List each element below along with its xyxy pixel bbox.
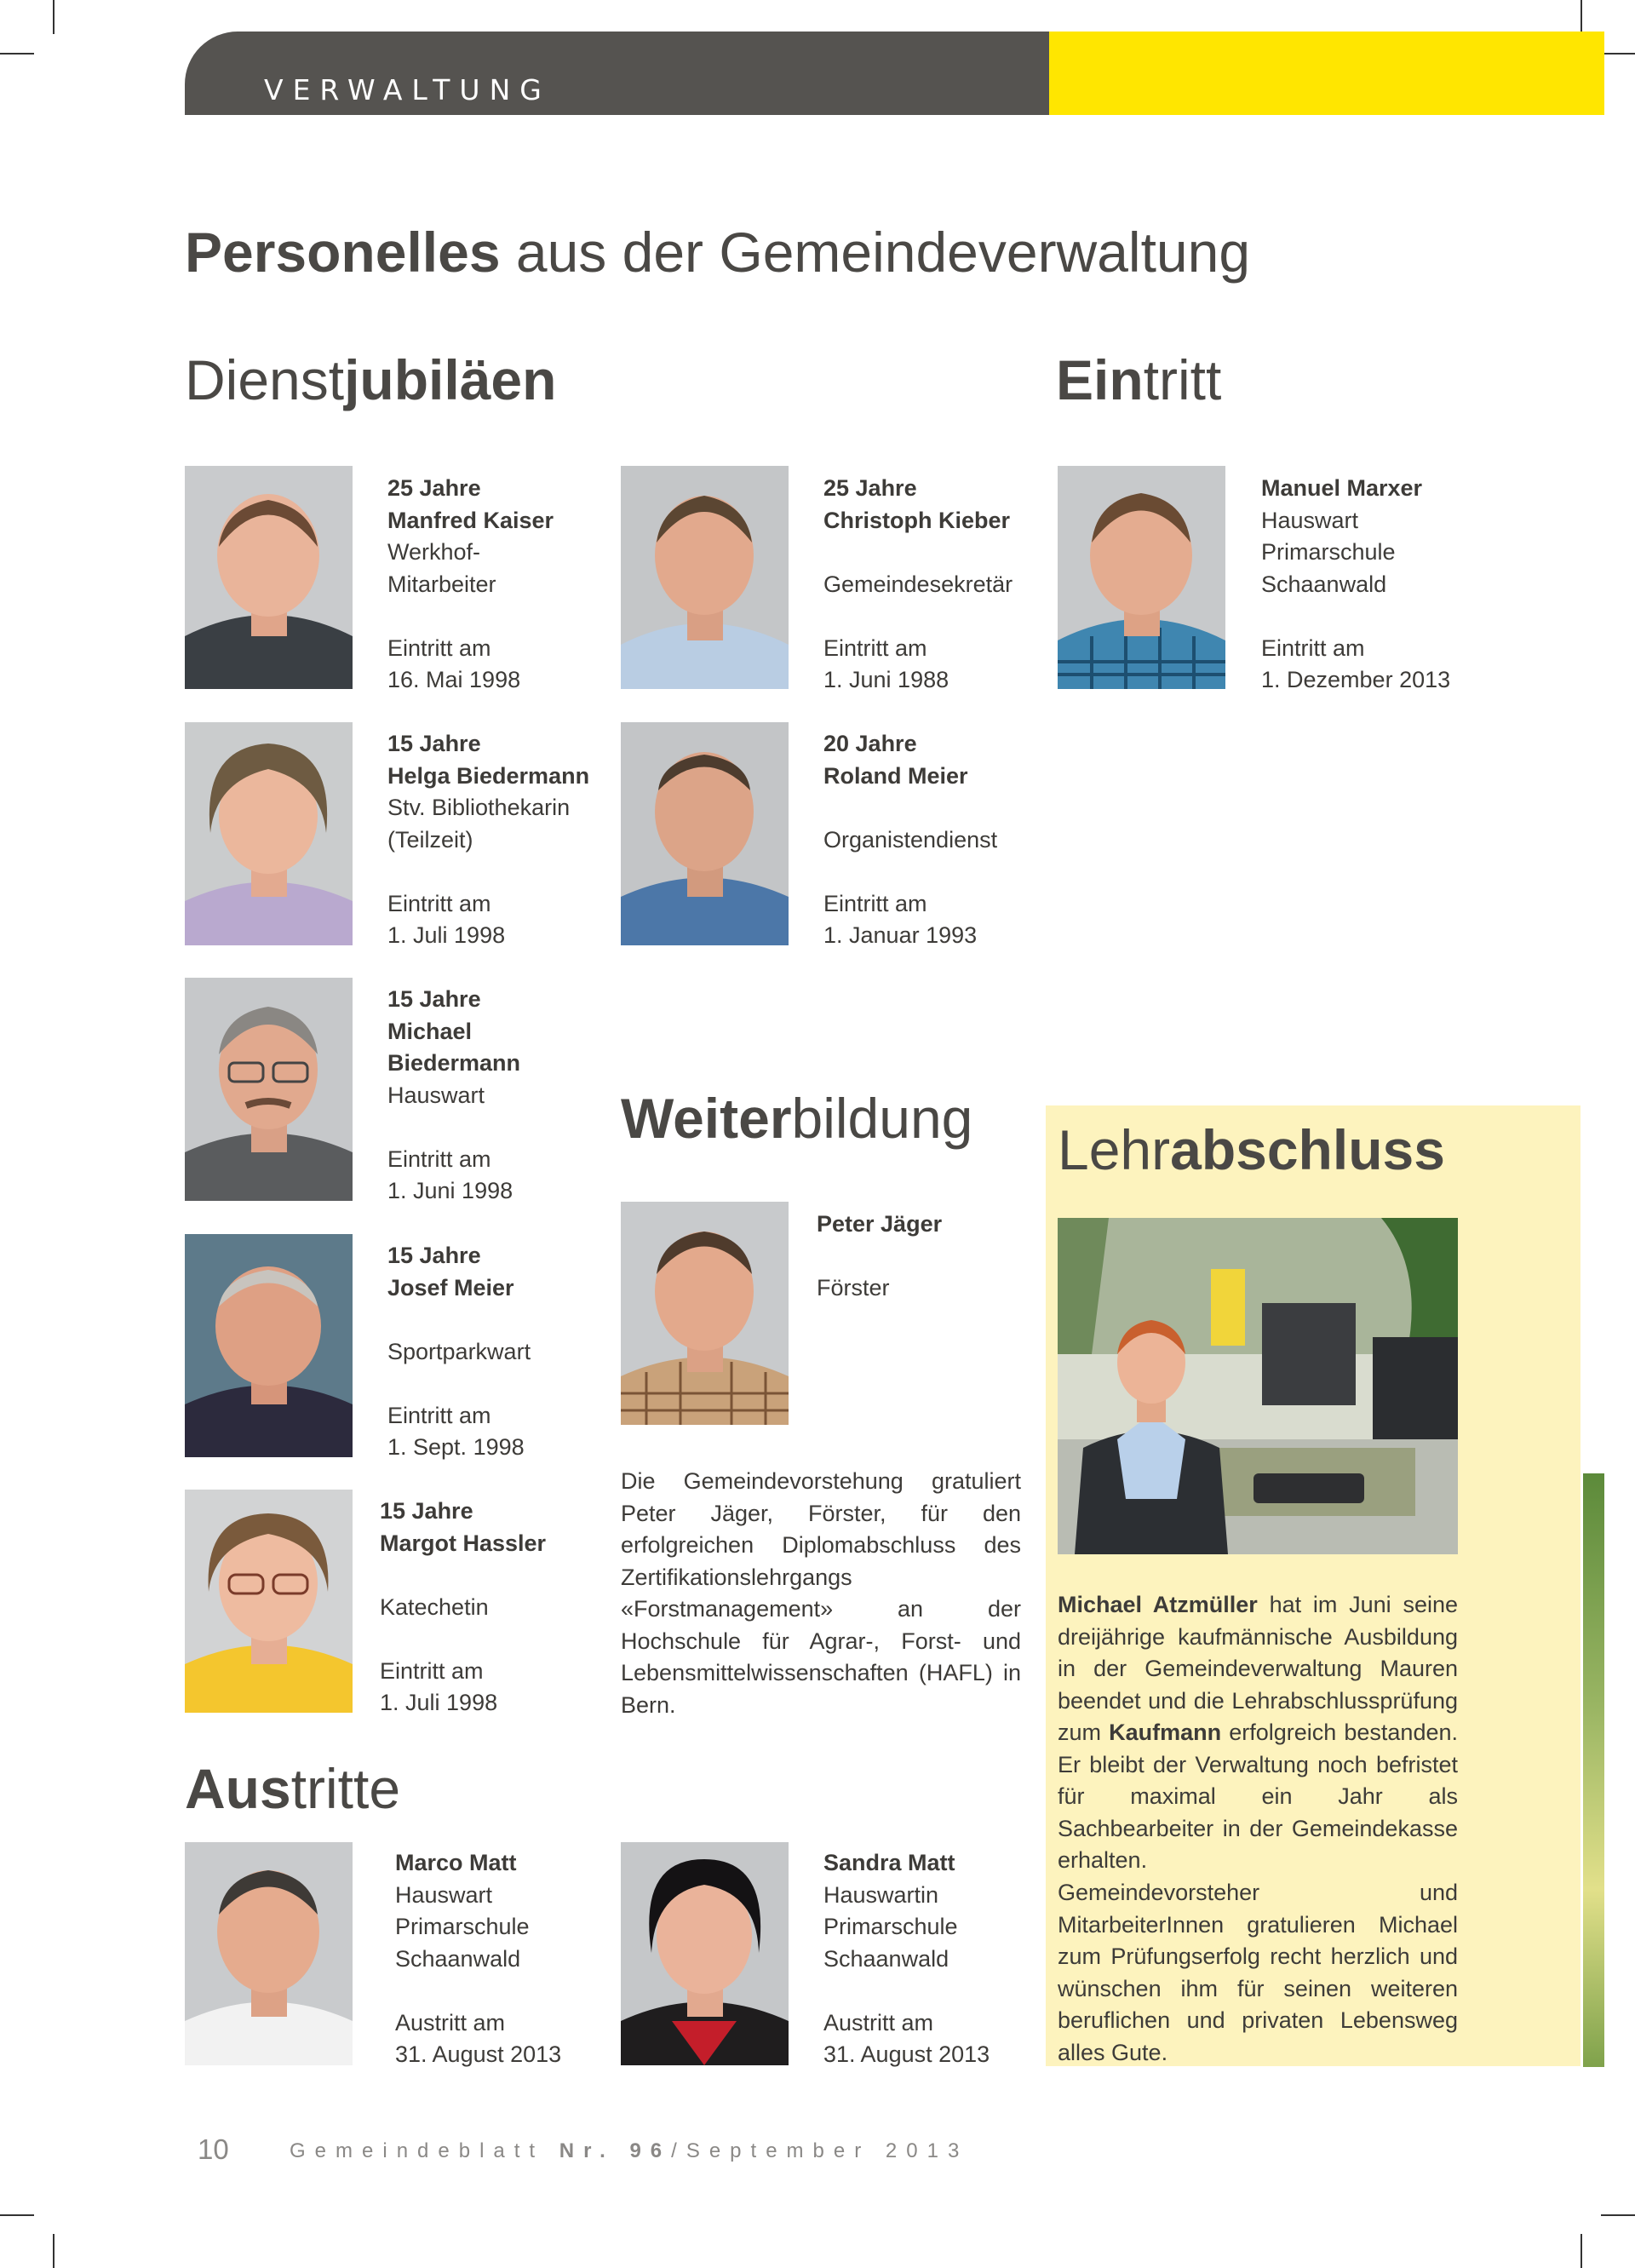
crop-mark <box>53 0 54 34</box>
crop-mark <box>1580 2234 1582 2268</box>
eintritt-card: Manuel Marxer Hauswart Primarschule Schaanwald Eintritt am 1. Dezember 2013 <box>1261 475 1451 692</box>
page-title: Personelles aus der Gemeindeverwaltung <box>185 221 1251 284</box>
office-photo <box>1058 1218 1458 1554</box>
jubilaeum-card: 15 Jahre Margot Hassler Katechetin Eintritt am 1. Juli 1998 <box>380 1498 547 1715</box>
crop-mark <box>1601 53 1635 55</box>
portrait-photo <box>185 1234 353 1457</box>
portrait-photo <box>185 1490 353 1713</box>
portrait-photo <box>185 1842 353 2065</box>
portrait-photo <box>621 1202 789 1425</box>
weiterbildung-text: Die Gemeindevorstehung gratuliert Peter Jäger, Förster, für den erfolgreichen Diplomabschluss des Zertifikationslehrgangs «Forstmanagement» an der Hochschule für Agrar-, Forst- und Lebensmittelwissenschaften (HAFL) in Bern. <box>621 1468 1021 1718</box>
page-number: 10 <box>198 2133 229 2165</box>
portrait-photo <box>621 722 789 945</box>
header-accent-bar <box>1049 32 1604 115</box>
jubilaeum-card: 15 Jahre Michael Biedermann Hauswart Eintritt am 1. Juni 1998 <box>387 986 521 1203</box>
heading-austritte: Austritte <box>185 1757 401 1820</box>
heading-eintritt: Eintritt <box>1056 348 1222 411</box>
lehrabschluss-paragraph-1: Michael Atzmüller hat im Juni seine dreijährige kaufmännische Ausbildung in der Gemeindeverwaltung Mauren beendet und die Lehrabschlussprüfung zum Kaufmann erfolgreich bestanden. Er bleibt der Verwaltung noch befristet für maximal ein Jahr als Sachbearbeiter in der Gemeindekasse erhalten. <box>1058 1592 1458 1873</box>
crop-mark <box>53 2234 54 2268</box>
crop-mark <box>1580 0 1582 34</box>
crop-mark <box>0 53 34 55</box>
jubilaeum-card: 25 Jahre Manfred Kaiser Werkhof- Mitarbeiter Eintritt am 16. Mai 1998 <box>387 475 554 692</box>
jubilaeum-card: 15 Jahre Josef Meier Sportparkwart Eintritt am 1. Sept. 1998 <box>387 1243 531 1460</box>
portrait-photo <box>185 978 353 1201</box>
portrait-photo <box>621 1842 789 2065</box>
crop-mark <box>0 2214 34 2216</box>
jubilaeum-card: 15 Jahre Helga Biedermann Stv. Bibliothekarin (Teilzeit) Eintritt am 1. Juli 1998 <box>387 731 590 948</box>
weiterbildung-card: Peter Jäger Förster <box>817 1211 943 1301</box>
side-image-strip <box>1583 1473 1604 2067</box>
portrait-photo <box>621 466 789 689</box>
austritt-card: Marco Matt Hauswart Primarschule Schaanwald Austritt am 31. August 2013 <box>395 1850 562 2067</box>
crop-mark <box>1601 2214 1635 2216</box>
jubilaeum-card: 20 Jahre Roland Meier Organistendienst Eintritt am 1. Januar 1993 <box>823 731 998 948</box>
heading-lehrabschluss: Lehrabschluss <box>1058 1118 1445 1181</box>
portrait-photo <box>1058 466 1225 689</box>
section-label: VERWALTUNG <box>264 73 551 106</box>
lehrabschluss-paragraph-2: Gemeindevorsteher und MitarbeiterInnen gratulieren Michael zum Prüfungserfolg recht herzlich und wünschen ihm für seinen weiteren beruflichen und privaten Lebensweg alles Gute. <box>1058 1880 1458 2065</box>
portrait-photo <box>185 466 353 689</box>
heading-dienstjubilaeen: Dienstjubiläen <box>185 348 557 411</box>
austritt-card: Sandra Matt Hauswartin Primarschule Schaanwald Austritt am 31. August 2013 <box>823 1850 990 2067</box>
portrait-photo <box>185 722 353 945</box>
jubilaeum-card: 25 Jahre Christoph Kieber Gemeindesekretär Eintritt am 1. Juni 1988 <box>823 475 1013 692</box>
heading-weiterbildung: Weiterbildung <box>621 1087 973 1150</box>
footer-publication: Gemeindeblatt Nr. 96/September 2013 <box>290 2139 969 2162</box>
